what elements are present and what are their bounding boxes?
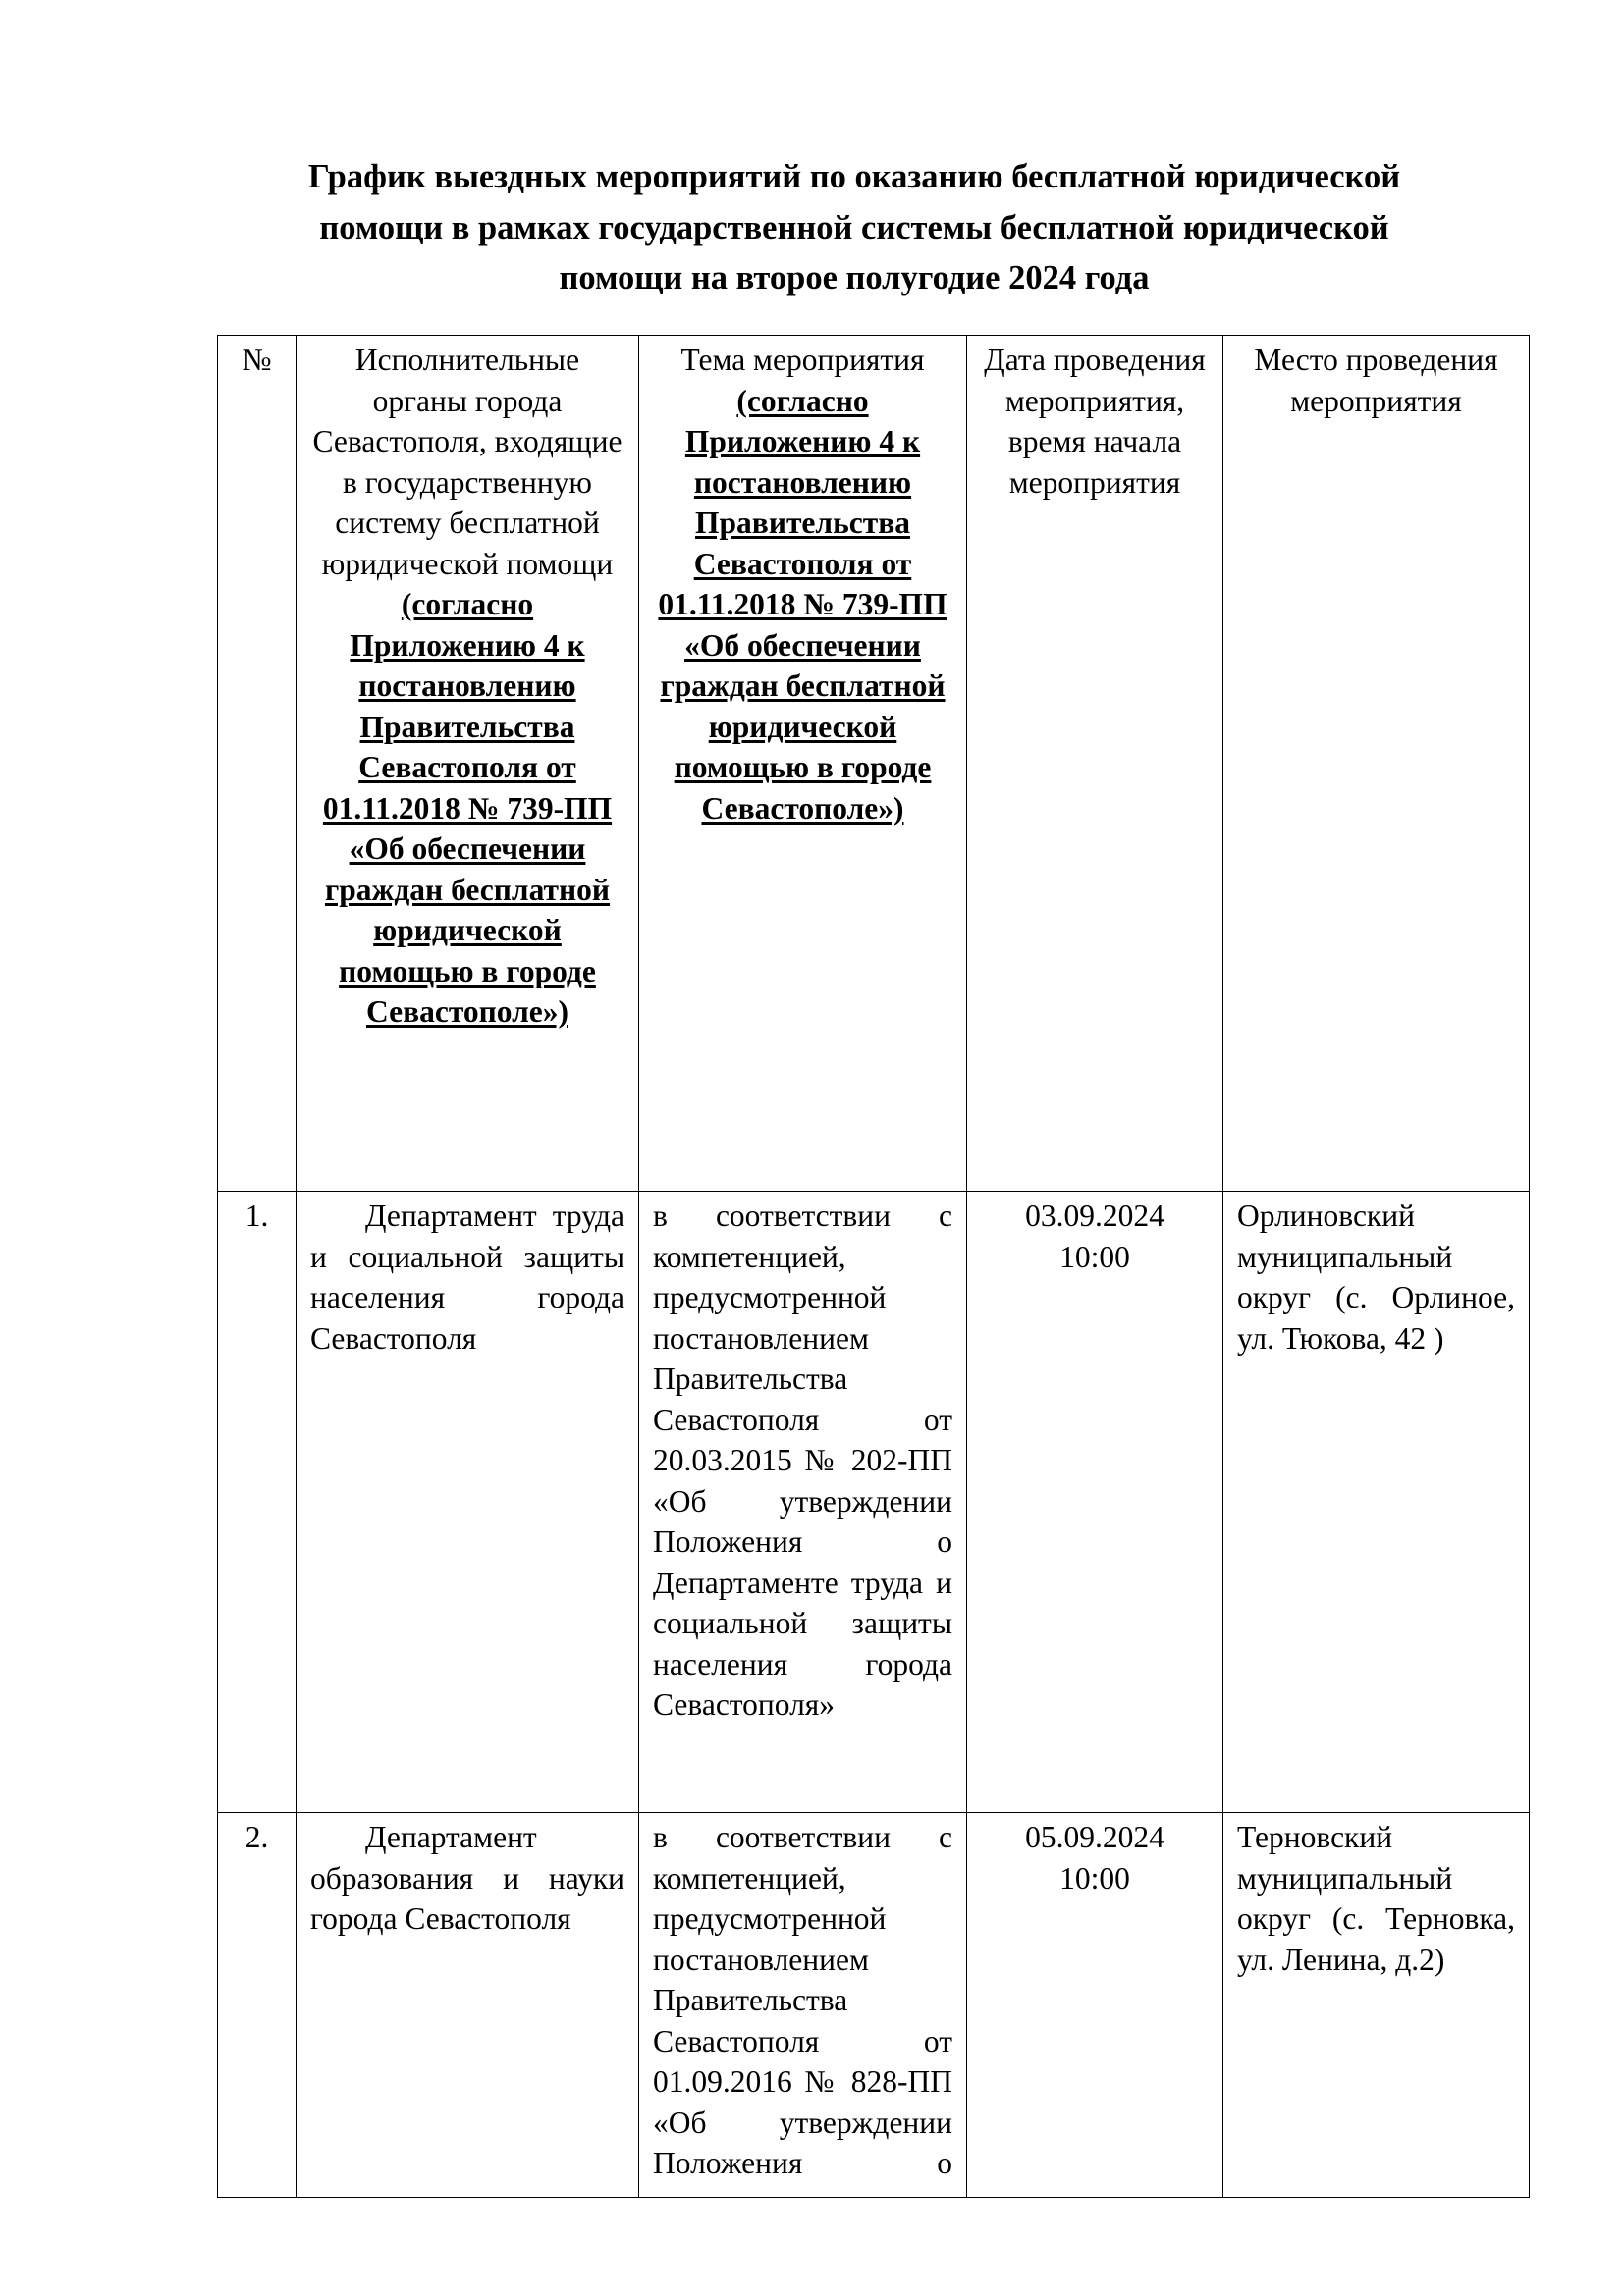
header-num-cell <box>218 336 297 1192</box>
document-title <box>196 152 1512 304</box>
header-date-cell <box>967 336 1223 1192</box>
header-executive: Исполнительные органы города Севастополя, входящие в государственную систему бесплатной юридической помощи <box>312 343 623 581</box>
schedule-table <box>217 335 1530 2198</box>
row-place-cell <box>1223 1813 1530 2198</box>
header-place: Место проведения мероприятия <box>1254 343 1498 418</box>
row-num: 2. <box>244 1820 269 1854</box>
title-line-2: помощи в рамках государственной системы бесплатной юридической <box>319 208 1389 246</box>
row-topic: в соответствии с компетенцией, предусмотренной постановлением Правительства Севастополя от 01.09.2016 № 828-ПП «Об утверждении Положения о <box>653 1820 952 2180</box>
header-executive-ref: (согласно Приложению 4 к постановлению Правительства Севастополя от 01.11.2018 № 739-ПП «Об обеспечении граждан бесплатной юридической помощью в городе Севастополе») <box>322 587 613 1029</box>
row-num-cell <box>218 1813 297 2198</box>
table-row <box>218 1192 1530 1813</box>
row-executive-cell <box>297 1813 639 2198</box>
header-date: Дата проведения мероприятия, время начала мероприятия <box>984 343 1206 500</box>
row-date-cell <box>967 1192 1223 1813</box>
table-header-row <box>218 336 1530 1192</box>
row-time: 10:00 <box>1059 1860 1130 1896</box>
row-topic-cell <box>639 1192 967 1813</box>
header-executive-cell <box>297 336 639 1192</box>
header-place-cell <box>1223 336 1530 1192</box>
row-num-cell <box>218 1192 297 1813</box>
title-line-3: помощи на второе полугодие 2024 года <box>559 259 1150 296</box>
row-executive-cell <box>297 1192 639 1813</box>
row-num: 1. <box>244 1199 269 1233</box>
header-topic: Тема мероприятия <box>680 343 925 377</box>
row-topic-cell <box>639 1813 967 2198</box>
header-topic-ref: (согласно Приложению 4 к постановлению Правительства Севастополя от 01.11.2018 № 739-ПП «Об обеспечении граждан бесплатной юридической помощью в городе Севастополе») <box>658 383 947 826</box>
row-date: 03.09.2024 <box>1025 1199 1164 1233</box>
row-date: 05.09.2024 <box>1025 1820 1164 1854</box>
row-executive: Департамент труда и социальной защиты населения города Севастополя <box>310 1199 624 1356</box>
table-row <box>218 1813 1530 2198</box>
row-place: Терновский муниципальный округ (с. Терновка, ул. Ленина, д.2) <box>1237 1820 1515 1977</box>
header-topic-cell <box>639 336 967 1192</box>
row-executive: Департамент образования и науки города Севастополя <box>310 1820 624 1936</box>
title-line-1: График выездных мероприятий по оказанию бесплатной юридической <box>307 158 1401 195</box>
row-date-cell <box>967 1813 1223 2198</box>
header-num: № <box>242 343 272 377</box>
row-topic: в соответствии с компетенцией, предусмотренной постановлением Правительства Севастополя от 20.03.2015 № 202-ПП «Об утверждении Положения о Департаменте труда и социальной защиты населения города Севастополя» <box>653 1199 952 1722</box>
row-place: Орлиновский муниципальный округ (с. Орлиное, ул. Тюкова, 42 ) <box>1237 1199 1515 1356</box>
row-place-cell <box>1223 1192 1530 1813</box>
row-time: 10:00 <box>1059 1239 1130 1274</box>
